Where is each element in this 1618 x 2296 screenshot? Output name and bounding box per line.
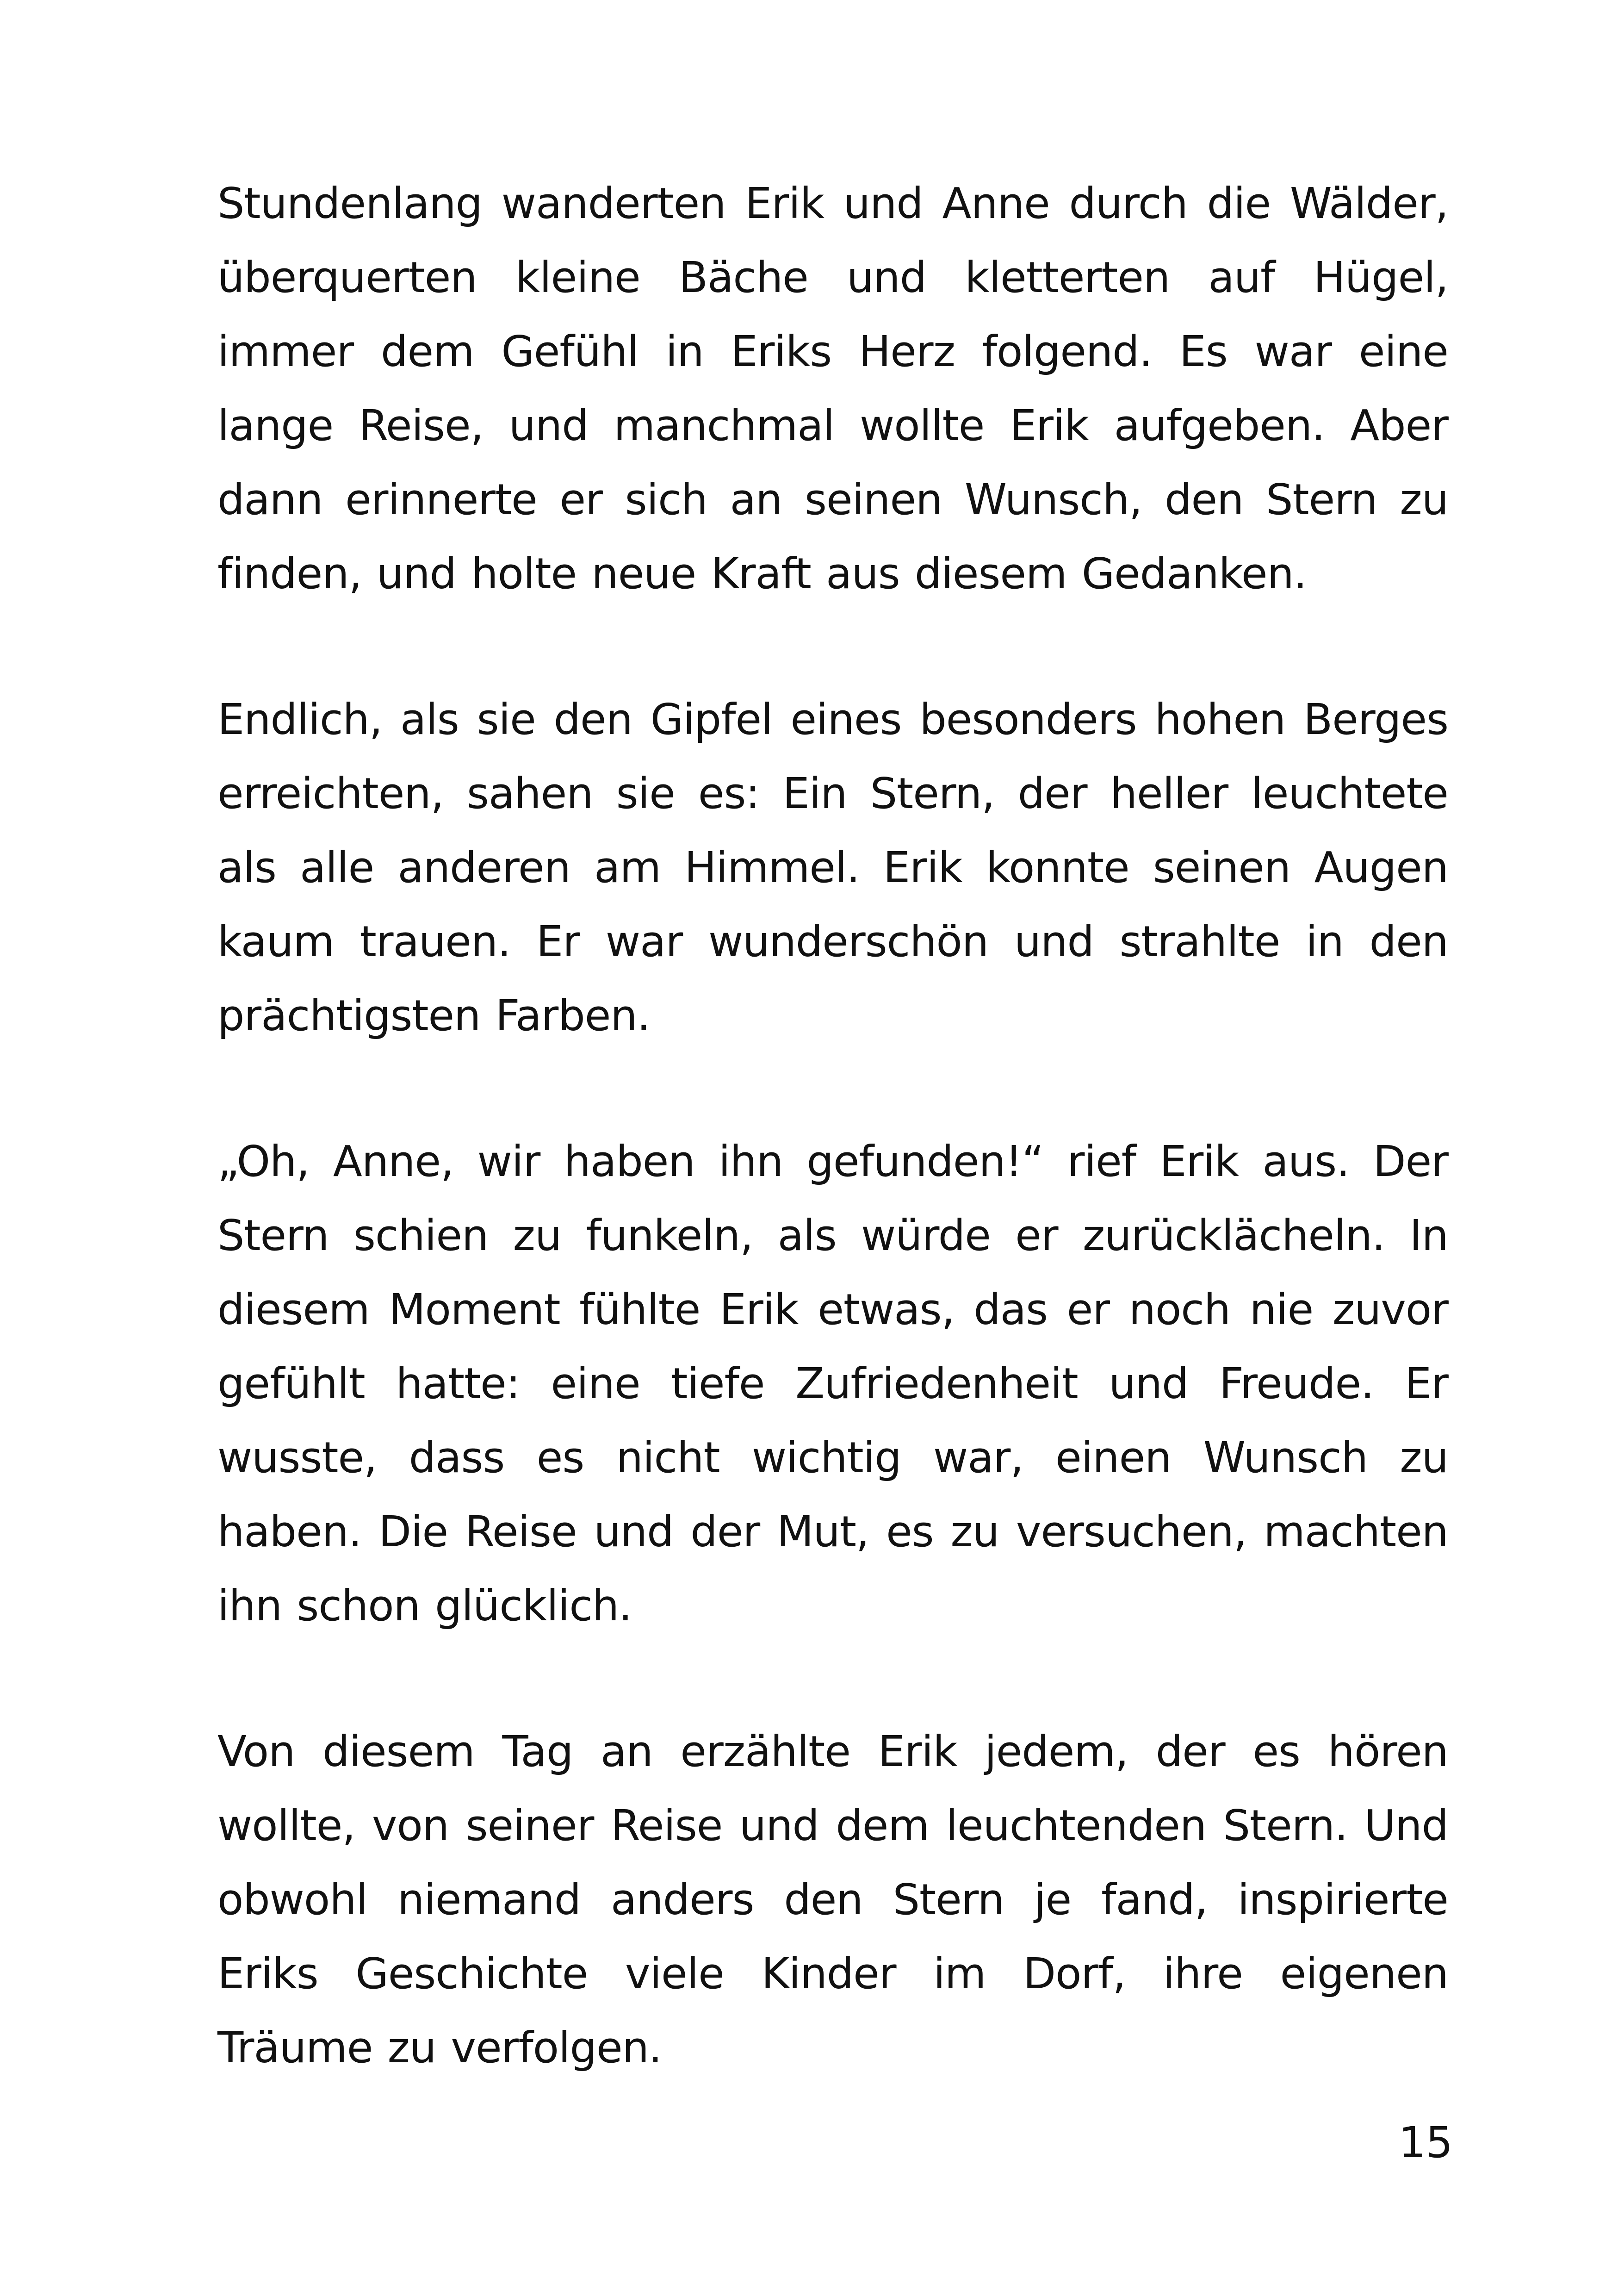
paragraph-inspiration: Von diesem Tag an erzählte Erik jedem, der es hören wollte, von seiner Reise und dem leuchtenden Stern. Und obwohl niemand anders den Stern je fand, inspirierte Eriks Geschichte viele Kinder im Dorf, ihre eigenen Träume zu verfolgen. xyxy=(217,1727,1448,2072)
paragraph-found-star: „Oh, Anne, wir haben ihn gefunden!“ rief Erik aus. Der Stern schien zu funkeln, als würde er zurücklächeln. In diesem Moment fühlte Erik etwas, das er noch nie zuvor gefühlt hatte: eine tiefe Zufriedenheit und Freude. Er wusste, dass es nicht wichtig war, einen Wunsch zu haben. Die Reise und der Mut, es zu versuchen, machten ihn schon glücklich. xyxy=(217,1137,1448,1630)
paragraph-summit: Endlich, als sie den Gipfel eines besonders hohen Berges erreichten, sahen sie es: Ein Stern, der heller leuchtete als alle anderen am Himmel. Erik konnte seinen Augen kaum trauen. Er war wunderschön und strahlte in den prächtigsten Farben. xyxy=(217,695,1448,1040)
paragraph-journey: Stundenlang wanderten Erik und Anne durch die Wälder, überquerten kleine Bäche und kletterten auf Hügel, immer dem Gefühl in Eriks Herz folgend. Es war eine lange Reise, und manchmal wollte Erik aufgeben. Aber dann erinnerte er sich an seinen Wunsch, den Stern zu finden, und holte neue Kraft aus diesem Gedanken. xyxy=(217,179,1448,598)
page-number: 15 xyxy=(1398,2118,1453,2167)
story-text xyxy=(217,167,1448,2157)
